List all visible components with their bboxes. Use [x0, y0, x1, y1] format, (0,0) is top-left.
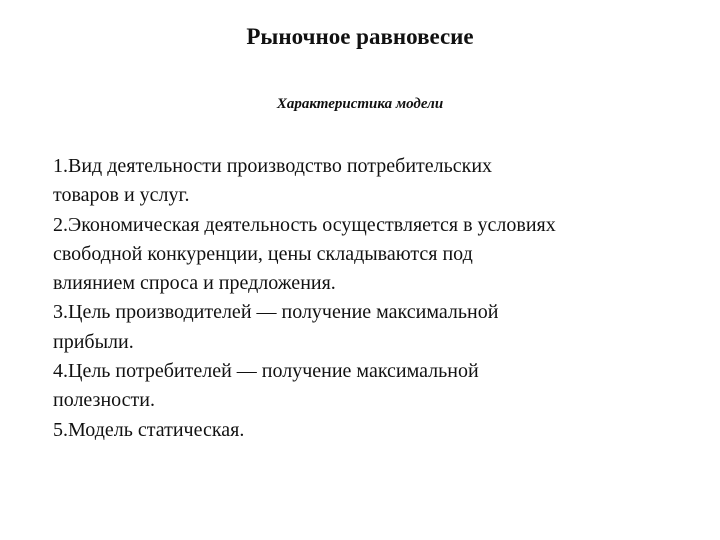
slide-subtitle: Характеристика модели	[276, 96, 444, 112]
list-item-3-line-2: прибыли.	[53, 330, 134, 353]
list-item-2-line-1: 2.Экономическая деятельность осуществляется в условиях	[53, 213, 556, 236]
list-item-4-line-2: полезности.	[53, 389, 155, 412]
list-item-5-line-1: 5.Модель статическая.	[53, 418, 245, 441]
list-item-2-line-3: влиянием спроса и предложения.	[53, 272, 336, 295]
list-item-3-line-1: 3.Цель производителей — получение максимальной	[53, 301, 499, 324]
list-item-1-line-1: 1.Вид деятельности производство потребительских	[53, 155, 493, 177]
list-item-1-line-2: товаров и услуг.	[53, 184, 190, 207]
list-item-4-line-1: 4.Цель потребителей — получение максимальной	[53, 360, 479, 383]
slide-title: Рыночное равновесие	[246, 24, 474, 49]
list-item-2-line-2: свободной конкуренции, цены складываются под	[53, 242, 473, 265]
characteristics-list	[53, 152, 703, 445]
